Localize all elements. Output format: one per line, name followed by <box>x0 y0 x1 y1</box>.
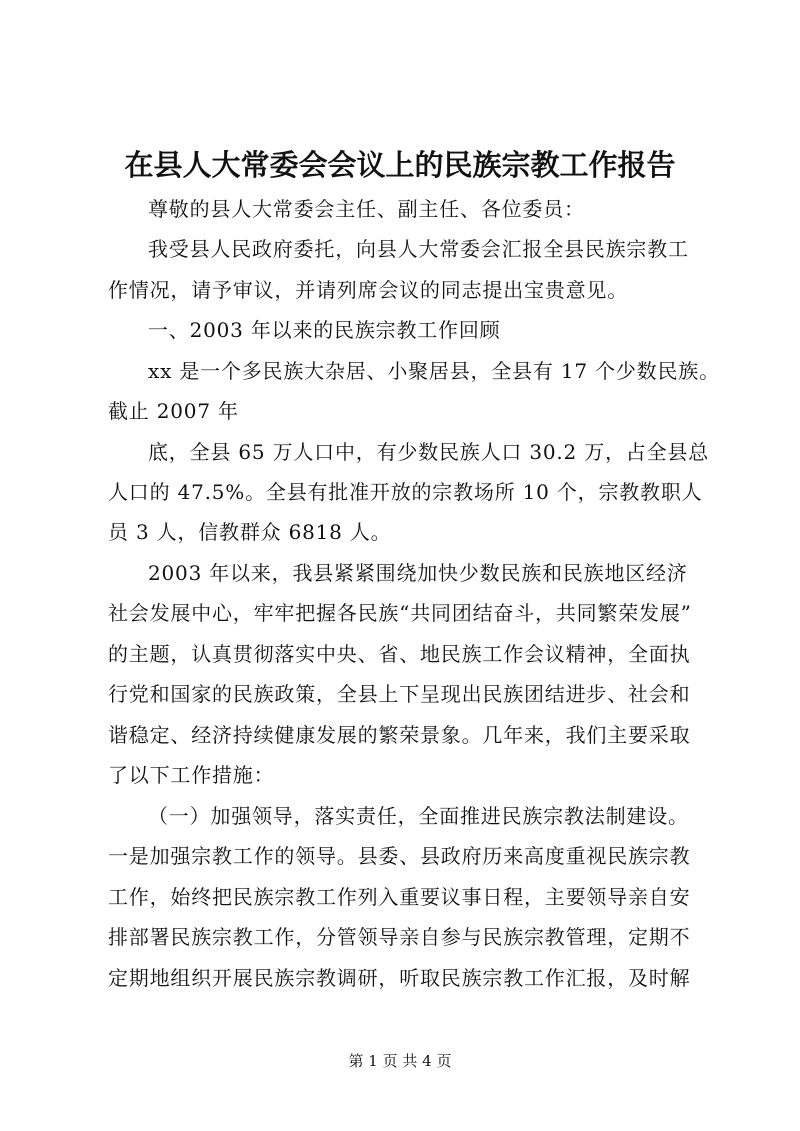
body-line: 截止 2007 年 <box>108 399 239 423</box>
body-line: 我受县人民政府委托，向县人大常委会汇报全县民族宗教工 <box>148 237 689 261</box>
body-line: 一是加强宗教工作的领导。县委、县政府历来高度重视民族宗教 <box>108 844 691 868</box>
body-line: 谐稳定、经济持续健康发展的繁荣景象。几年来，我们主要采取 <box>108 723 691 747</box>
body-line: 定期地组织开展民族宗教调研，听取民族宗教工作汇报，及时解 <box>108 966 691 990</box>
body-line: 了以下工作措施： <box>108 763 275 787</box>
body-line: 的主题，认真贯彻落实中央、省、地民族工作会议精神，全面执 <box>108 642 691 666</box>
body-line: 2003 年以来，我县紧紧围绕加快少数民族和民族地区经济 <box>148 561 688 585</box>
body-line: 工作，始终把民族宗教工作列入重要议事日程，主要领导亲自安 <box>108 885 691 909</box>
page-indicator: 第 1 页 共 4 页 <box>348 1052 452 1070</box>
body-line: 底，全县 65 万人口中，有少数民族人口 30.2 万，占全县总 <box>148 440 710 464</box>
document-title: 在县人大常委会会议上的民族宗教工作报告 <box>124 148 676 182</box>
body-line: 人口的 47.5%。全县有批准开放的宗教场所 10 个，宗教教职人 <box>108 480 703 504</box>
body-line: xx 是一个多民族大杂居、小聚居县，全县有 17 个少数民族。 <box>148 359 720 383</box>
body-line: 行党和国家的民族政策，全县上下呈现出民族团结进步、社会和 <box>108 682 691 706</box>
body-line: 作情况，请予审议，并请列席会议的同志提出宝贵意见。 <box>108 278 628 302</box>
body-line: 员 3 人，信教群众 6818 人。 <box>108 520 392 544</box>
salutation-line: 尊敬的县人大常委会主任、副主任、各位委员： <box>148 197 585 221</box>
body-line: 社会发展中心，牢牢把握各民族“共同团结奋斗，共同繁荣发展” <box>108 601 692 625</box>
section-heading: 一、2003 年以来的民族宗教工作回顾 <box>148 318 501 342</box>
body-line: 排部署民族宗教工作，分管领导亲自参与民族宗教管理，定期不 <box>108 925 691 949</box>
subsection-heading: （一）加强领导，落实责任，全面推进民族宗教法制建设。 <box>148 804 689 828</box>
